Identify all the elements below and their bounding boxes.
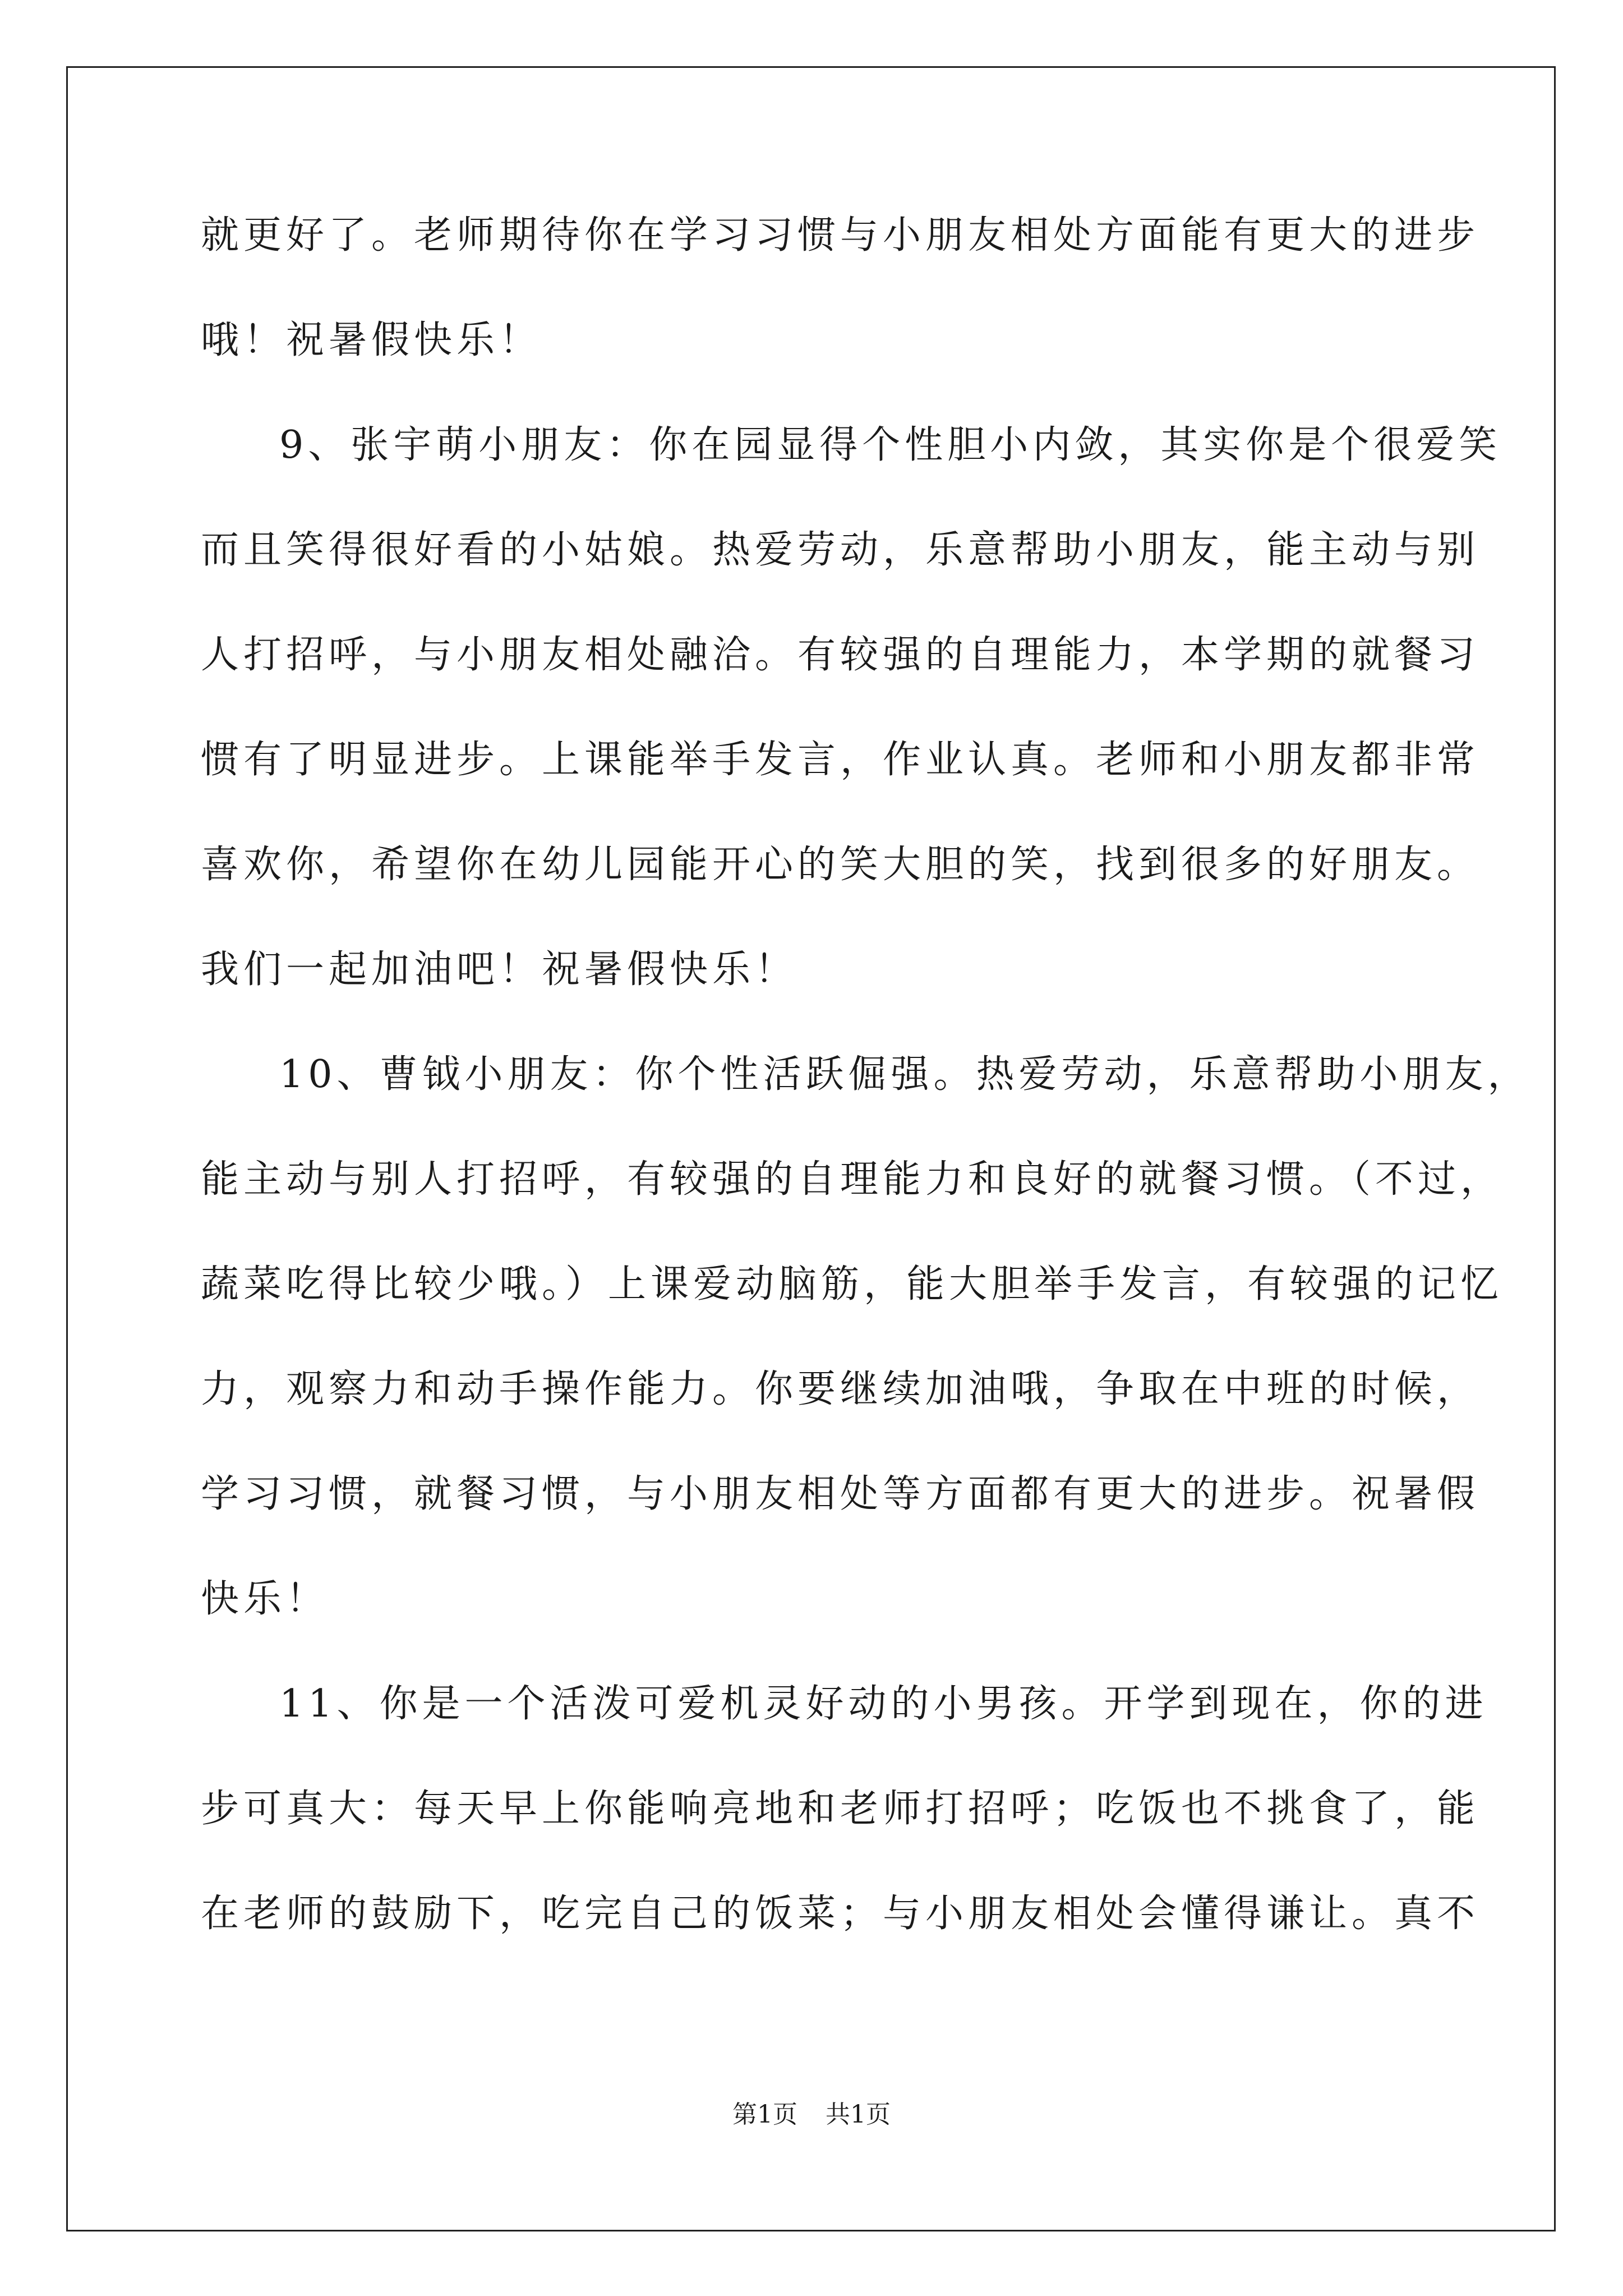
page-footer [0, 2098, 1623, 2132]
paragraph-start-line: 9、张宇萌小朋友：你在园显得个性胆小内敛，其实你是个很爱笑 [279, 423, 1502, 467]
text-line: 蔬菜吃得比较少哦。）上课爱动脑筋，能大胆举手发言，有较强的记忆 [201, 1262, 1504, 1306]
page-total: 共1页 [826, 2100, 891, 2129]
text-line: 而且笑得很好看的小姑娘。热爱劳动，乐意帮助小朋友，能主动与别 [201, 528, 1480, 572]
text-line: 我们一起加油吧！祝暑假快乐！ [201, 947, 798, 992]
text-line: 步可真大：每天早上你能响亮地和老师打招呼；吃饭也不挑食了，能 [201, 1787, 1480, 1831]
text-line: 力，观察力和动手操作能力。你要继续加油哦，争取在中班的时候， [201, 1367, 1480, 1411]
document-body [201, 208, 1530, 1991]
text-line: 学习习惯，就餐习惯，与小朋友相处等方面都有更大的进步。祝暑假 [201, 1472, 1480, 1516]
text-line: 快乐！ [201, 1577, 329, 1621]
text-line: 哦！祝暑假快乐！ [201, 318, 542, 362]
text-line: 在老师的鼓励下，吃完自己的饭菜；与小朋友相处会懂得谦让。真不 [201, 1892, 1480, 1936]
page-number: 第1页 [732, 2100, 797, 2129]
paragraph-start-line: 11、你是一个活泼可爱机灵好动的小男孩。开学到现在，你的进 [279, 1682, 1488, 1726]
paragraph-start-line: 10、曹钺小朋友：你个性活跃倔强。热爱劳动，乐意帮助小朋友， [279, 1052, 1530, 1097]
text-line: 惯有了明显进步。上课能举手发言，作业认真。老师和小朋友都非常 [201, 738, 1480, 782]
text-line: 人打招呼，与小朋友相处融洽。有较强的自理能力，本学期的就餐习 [201, 633, 1480, 677]
text-line: 喜欢你，希望你在幼儿园能开心的笑大胆的笑，找到很多的好朋友。 [201, 843, 1480, 887]
text-line: 就更好了。老师期待你在学习习惯与小朋友相处方面能有更大的进步 [201, 213, 1480, 257]
text-line: 能主动与别人打招呼，有较强的自理能力和良好的就餐习惯。（不过， [201, 1157, 1504, 1202]
